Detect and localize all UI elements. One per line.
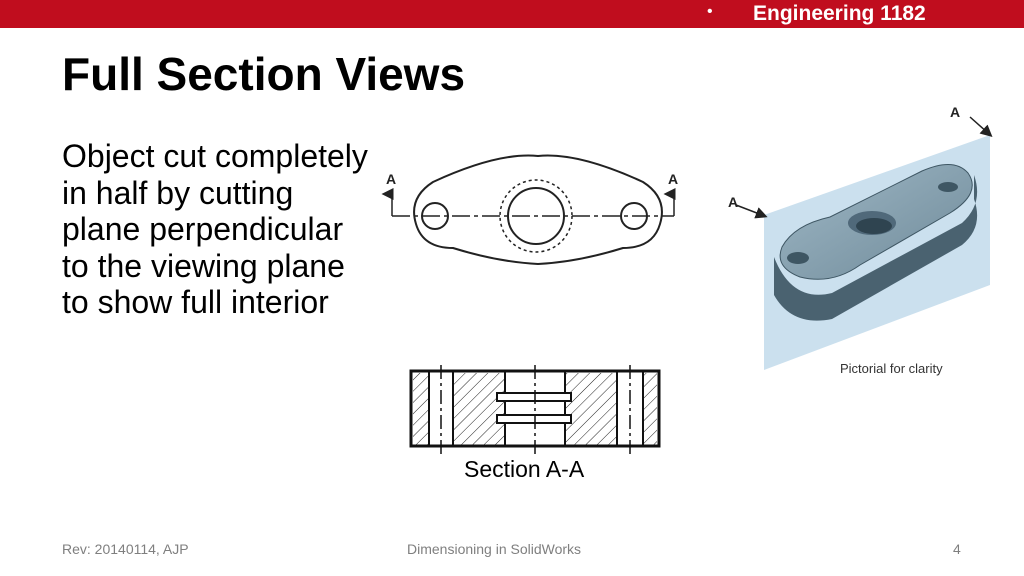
top-view-drawing bbox=[378, 150, 698, 270]
pictorial-label-left: A bbox=[728, 194, 739, 210]
section-view-drawing bbox=[405, 365, 665, 460]
section-caption: Section A-A bbox=[464, 456, 585, 482]
slide-title: Full Section Views bbox=[62, 48, 466, 100]
top-view-label-right: A bbox=[668, 171, 679, 187]
top-view-label-left: A bbox=[386, 171, 397, 187]
footer-revision: Rev: 20140114, AJP bbox=[62, 541, 189, 557]
pictorial-caption: Pictorial for clarity bbox=[840, 361, 943, 376]
pictorial-label-top: A bbox=[950, 104, 961, 120]
pictorial-drawing bbox=[722, 95, 1002, 385]
slide-body-text: Object cut completely in half by cutting plane perpendicular to the viewing plane to show full interior bbox=[62, 138, 368, 320]
header-bullet: • bbox=[707, 3, 713, 20]
footer-page-number: 4 bbox=[953, 541, 961, 557]
footer-topic: Dimensioning in SolidWorks bbox=[407, 541, 582, 557]
course-title: Engineering 1182 bbox=[753, 2, 926, 25]
header-bar bbox=[0, 0, 1024, 28]
